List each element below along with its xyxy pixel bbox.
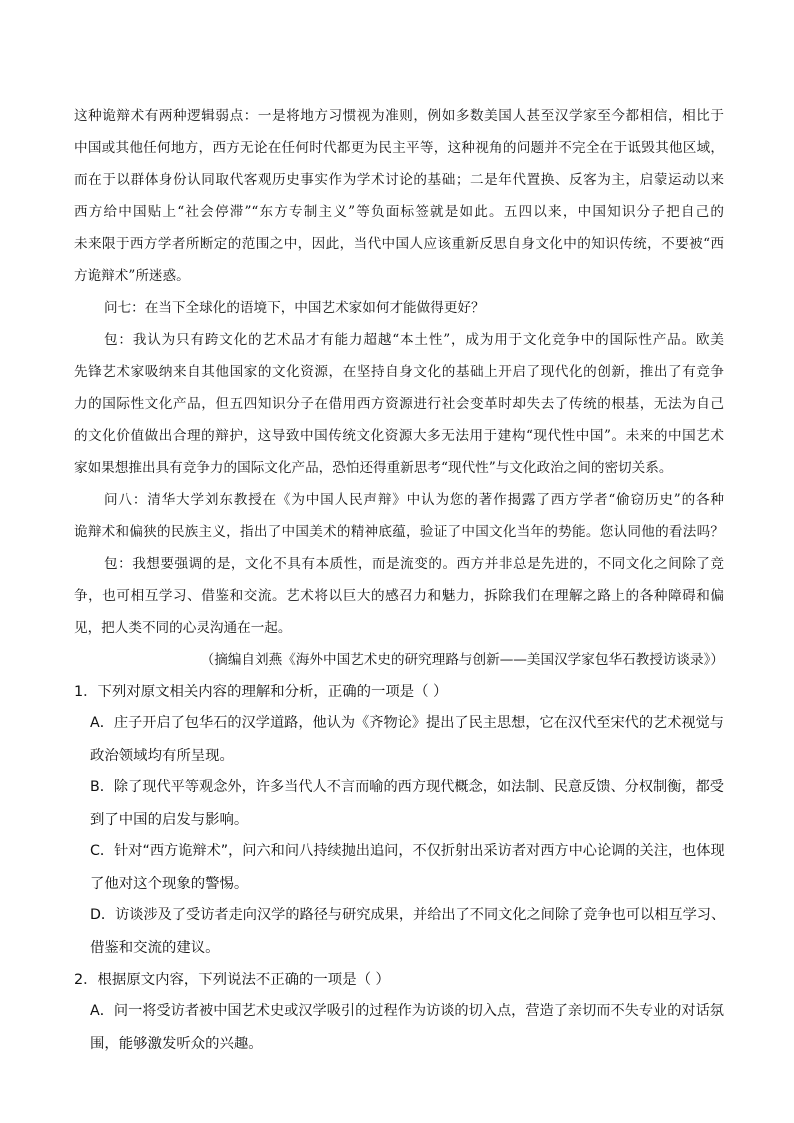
option-1d-line: 借鉴和交流的建议。: [90, 940, 220, 956]
article-line: 中国或其他任何地方，西方无论在任何时代都更为民主平等，这种视角的问题并不完全在于诋毁其他区域，: [74, 140, 724, 156]
article-line: 而在于以群体身份认同取代客观历史事实作为学术讨论的基础；二是年代置换、反客为主，启蒙运动以来: [74, 172, 724, 188]
option-1d-line: D．访谈涉及了受访者走向汉学的路径与研究成果，并给出了不同文化之间除了竞争也可以相互学习、: [90, 907, 726, 923]
question-7: 问七：在当下全球化的语境下，中国艺术家如何才能做得更好？: [104, 300, 485, 316]
question-1-stem: 1．下列对原文相关内容的理解和分析，正确的一项是（ ）: [74, 684, 448, 700]
article-line: 西方给中国贴上“社会停滞”“东方专制主义”等负面标签就是如此。五四以来，中国知识分子把自己的: [74, 204, 724, 220]
answer-7-line: 先锋艺术家吸纳来自其他国家的文化资源，在坚持自身文化的基础上开启了现代化的创新，推出了有竞争: [74, 364, 724, 380]
article-line: 未来限于西方学者所断定的范围之中，因此，当代中国人应该重新反思自身文化中的知识传统，不要被“西: [74, 236, 724, 252]
option-2a-line: 围，能够激发听众的兴趣。: [90, 1036, 263, 1052]
option-1a-line: 政治领域均有所呈现。: [90, 748, 234, 764]
option-1b-line: B．除了现代平等观念外，许多当代人不言而喻的西方现代概念，如法制、民意反馈、分权制衡，都受: [90, 779, 724, 795]
answer-8-line: 包：我想要强调的是，文化不具有本质性，而是流变的。西方并非总是先进的，不同文化之间除了竞: [104, 556, 724, 572]
question-8-line: 问八：清华大学刘东教授在《为中国人民声辩》中认为您的著作揭露了西方学者“偷窃历史”的各种: [104, 492, 724, 508]
option-1b-line: 到了中国的启发与影响。: [90, 812, 249, 828]
answer-7-line: 的文化价值做出合理的辩护，这导致中国传统文化资源大多无法用于建构“现代性中国”。未来的中国艺术: [74, 428, 724, 444]
answer-7-line: 包：我认为只有跨文化的艺术品才有能力超越“本土性”，成为用于文化竞争中的国际性产品。欧美: [104, 332, 724, 348]
option-1c-line: C．针对“西方诡辩术”，问六和问八持续抛出追问，不仅折射出采访者对西方中心论调的关注，也体现: [90, 843, 725, 859]
question-2-stem: 2．根据原文内容，下列说法不正确的一项是（ ）: [74, 972, 390, 988]
answer-7-line: 力的国际性文化产品，但五四知识分子在借用西方资源进行社会变革时却失去了传统的根基，无法为自己: [74, 396, 724, 412]
option-2a-line: A．问一将受访者被中国艺术史或汉学吸引的过程作为访谈的切入点，营造了亲切而不失专业的对话氛: [90, 1003, 724, 1019]
source-citation: （摘编自刘燕《海外中国艺术史的研究理路与创新——美国汉学家包华石教授访谈录》）: [200, 652, 724, 668]
answer-8-line: 争，也可相互学习、借鉴和交流。艺术将以巨大的感召力和魅力，拆除我们在理解之路上的各种障碍和偏: [74, 588, 724, 604]
answer-8-line: 见，把人类不同的心灵沟通在一起。: [74, 620, 292, 636]
question-8-line: 诡辩术和偏狭的民族主义，指出了中国美术的精神底蕴，验证了中国文化当年的势能。您认同他的看法吗？: [74, 524, 724, 540]
article-line: 方诡辩术”所迷惑。: [74, 268, 190, 284]
article-line: 这种诡辩术有两种逻辑弱点：一是将地方习惯视为准则，例如多数美国人甚至汉学家至今都相信，相比于: [74, 108, 724, 124]
option-1a-line: A．庄子开启了包华石的汉学道路，他认为《齐物论》提出了民主思想，它在汉代至宋代的艺术视觉与: [90, 715, 724, 731]
option-1c-line: 了他对这个现象的警惕。: [90, 876, 249, 892]
answer-7-line: 家如果想推出具有竞争力的国际文化产品，恐怕还得重新思考“现代性”与文化政治之间的密切关系。: [74, 460, 673, 476]
